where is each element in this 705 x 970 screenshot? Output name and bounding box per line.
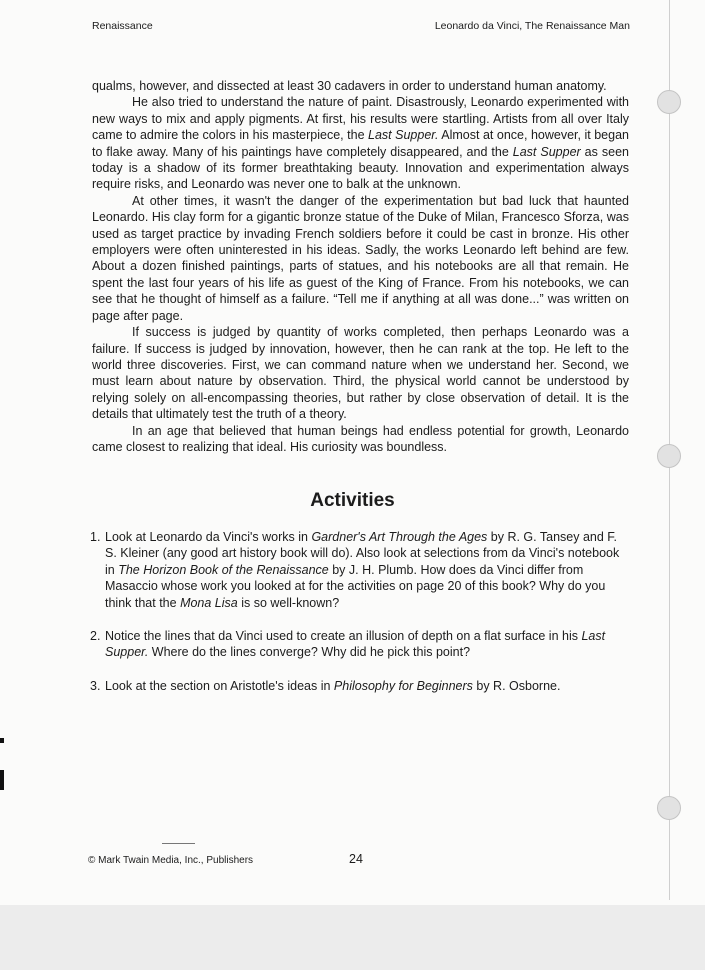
italic-title: The Horizon Book of the Renaissance [118,562,329,577]
list-item-text [105,628,630,661]
list-item [90,678,630,694]
text-span: is so well-known? [237,595,340,610]
header-section-title: Renaissance [92,20,153,32]
text-span: Look at Leonardo da Vinci's works in [105,530,312,544]
list-item [90,628,630,661]
list-item-text [105,678,630,694]
activities-list [90,529,630,711]
italic-title: Philosophy for Beginners [333,678,473,693]
footer-rule [162,843,195,844]
italic-title: Last Supper. [368,128,439,143]
running-header [92,20,630,32]
text-span: as seen today is a shadow of its former breathtaking beauty. Innovation and experimentation always require risks, and Leonardo was never one to balk at the unknown. [92,144,629,192]
text-span: Almost at once, however, it began to flake away. Many of his paintings have completely disappeared, and the [92,128,629,159]
italic-title: Last Supper [512,144,581,159]
list-number: 3. [90,678,101,693]
italic-title: Mona Lisa [180,595,238,610]
activities-heading: Activities [310,490,395,511]
list-item [90,529,630,611]
binder-hole-middle [657,444,681,468]
paragraph [92,94,629,192]
header-chapter-title: Leonardo da Vinci, The Renaissance Man [434,20,630,32]
text-span: Notice the lines that da Vinci used to create an illusion of depth on a flat surface in his [105,629,582,644]
text-span: He also tried to understand the nature of paint. Disastrously, Leonardo experimented with new ways to mix and apply pigments. At first, his results were startling. Artists from all over Italy came to admire the colors in his masterpiece, the [92,95,629,143]
body-text [92,78,629,455]
list-number: 2. [90,629,101,644]
paragraph: If success is judged by quantity of works completed, then perhaps Leonardo was a failure. If success is judged by innovation, however, then he can rank at the top. He left to the world three discoveries. First, we can command nature when we understand her. Second, we must learn about nature by observation. Third, the physical world cannot be understood by relying solely on all-encompassing theories, but rather by close observation of detail. It is the details that ultimately test the truth of a theory. [92,325,629,422]
text-span: by R. G. Tansey and F. S. Kleiner (any good art history book will do). Also look at selections from da Vinci's notebook in [105,530,620,577]
binder-hole-top [657,90,681,114]
scan-mark [0,770,4,790]
text-span: Look at the section on Aristotle's ideas in [105,678,334,693]
italic-title: Gardner's Art Through the Ages [311,530,488,544]
italic-title: Last Supper. [105,629,606,660]
text-span: by J. H. Plumb. How does da Vinci differ from Masaccio whose work you looked at for the activities on page 20 of this book? Why do you think that the [105,562,606,610]
scan-bottom-edge [0,905,705,970]
footer-publisher: © Mark Twain Media, Inc., Publishers [88,855,254,866]
paragraph: In an age that believed that human beings had endless potential for growth, Leonardo came closest to realizing that ideal. His curiosity was boundless. [92,423,629,454]
scan-mark [0,738,4,743]
list-number: 1. [90,530,101,544]
binder-hole-bottom [657,796,681,820]
text-span: Where do the lines converge? Why did he pick this point? [148,645,471,660]
list-item-text [105,529,630,611]
paragraph: qualms, however, and dissected at least 30 cadavers in order to understand human anatomy. [92,79,607,93]
text-span: by R. Osborne. [472,678,561,693]
paragraph: At other times, it wasn't the danger of the experimentation but bad luck that haunted Leonardo. His clay form for a gigantic bronze statue of the Duke of Milan, Francesco Sforza, was used as target practice by invading French soldiers before it could be cast in bronze. His other employers were often uninterested in his ideas. Sadly, the works Leonardo left behind are few. About a dozen finished paintings, parts of statues, and his notebooks are all that remain. He spent the last four years of his life as guest of the King of France. From his notebooks, we can see that he thought of himself as a failure. “Tell me if anything at all was done...” was written on page after page. [92,193,629,323]
page-number: 24 [349,852,363,866]
